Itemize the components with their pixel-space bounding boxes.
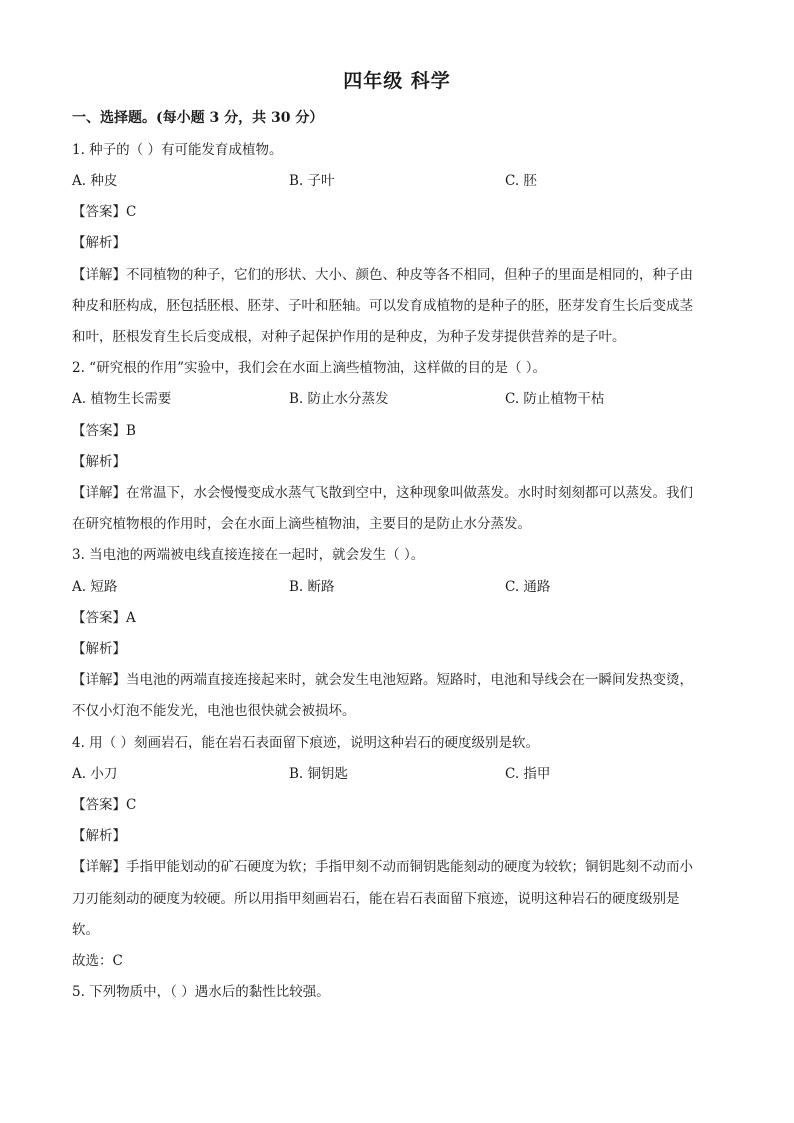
answer-value: C <box>126 204 137 220</box>
question-5-stem: 5. 下列物质中，（ ）遇水后的黏性比较强。 <box>72 984 330 1000</box>
detail-text: 不同植物的种子，它们的形状、大小、颜色、种皮等各不相同，但种子的里面是相同的，种子由 <box>126 267 693 283</box>
question-4-stem: 4. 用（ ）刻画岩石，能在岩石表面留下痕迹，说明这种岩石的硬度级别是软。 <box>72 735 539 751</box>
question-3-detail-line-2: 不仅小灯泡不能发光，电池也很快就会被损坏。 <box>72 703 356 719</box>
question-3-analysis-tag: 【解析】 <box>72 641 126 657</box>
question-1-analysis-tag: 【解析】 <box>72 235 126 251</box>
section-heading: 一、选择题。(每小题 3 分，共 30 分） <box>72 110 324 126</box>
answer-tag: 【答案】 <box>72 423 126 439</box>
answer-value: C <box>126 797 137 813</box>
page-title: 四年级 科学 <box>343 70 451 92</box>
question-1-answer <box>72 202 136 222</box>
answer-value: A <box>126 610 136 626</box>
question-2-stem: 2. “研究根的作用”实验中，我们会在水面上滴些植物油，这样做的目的是（ ）。 <box>72 360 547 376</box>
question-1-option-b: B. 子叶 <box>289 173 335 189</box>
question-2-analysis-tag: 【解析】 <box>72 454 126 470</box>
question-4-detail-line-3: 软。 <box>72 922 99 938</box>
question-2-option-b: B. 防止水分蒸发 <box>289 391 389 407</box>
detail-tag: 【详解】 <box>72 672 126 688</box>
question-4-option-b: B. 铜钥匙 <box>289 766 349 782</box>
question-1-detail-line-1 <box>72 265 693 285</box>
detail-text: 手指甲能划动的矿石硬度为软；手指甲刻不动而铜钥匙能刻动的硬度为较软；铜钥匙刻不动而小 <box>126 859 693 875</box>
answer-tag: 【答案】 <box>72 204 126 220</box>
answer-tag: 【答案】 <box>72 797 126 813</box>
question-2-detail-line-1 <box>72 483 693 503</box>
question-3-stem: 3. 当电池的两端被电线直接连接在一起时，就会发生（ ）。 <box>72 547 425 563</box>
question-3-answer <box>72 608 136 628</box>
question-2-option-c: C. 防止植物干枯 <box>505 391 605 407</box>
question-4-detail-line-1 <box>72 857 693 877</box>
question-3-option-b: B. 断路 <box>289 579 335 595</box>
question-4-detail-line-2: 刀刃能刻动的硬度为较硬。所以用指甲刻画岩石，能在岩石表面留下痕迹，说明这种岩石的硬度级别是 <box>72 891 680 907</box>
detail-tag: 【详解】 <box>72 267 126 283</box>
question-1-detail-line-3: 和叶，胚根发育生长后变成根，对种子起保护作用的是种皮，为种子发芽提供营养的是子叶。 <box>72 329 626 345</box>
question-4-answer <box>72 795 136 815</box>
detail-text: 在常温下，水会慢慢变成水蒸气飞散到空中，这种现象叫做蒸发。水时时刻刻都可以蒸发。我们 <box>126 485 693 501</box>
question-1-stem: 1. 种子的（ ）有可能发育成植物。 <box>72 142 283 158</box>
question-2-detail-line-2: 在研究植物根的作用时，会在水面上滴些植物油，主要目的是防止水分蒸发。 <box>72 516 531 532</box>
question-1-option-a: A. 种皮 <box>72 173 118 189</box>
question-2-option-a: A. 植物生长需要 <box>72 391 172 407</box>
question-2-answer <box>72 421 136 441</box>
question-4-option-c: C. 指甲 <box>505 766 551 782</box>
question-4-option-a: A. 小刀 <box>72 766 118 782</box>
answer-value: B <box>126 423 136 439</box>
question-1-option-c: C. 胚 <box>505 173 537 189</box>
question-1-detail-line-2: 种皮和胚构成，胚包括胚根、胚芽、子叶和胚轴。可以发育成植物的是种子的胚，胚芽发育生长后变成茎 <box>72 298 693 314</box>
question-3-option-a: A. 短路 <box>72 579 118 595</box>
answer-tag: 【答案】 <box>72 610 126 626</box>
detail-tag: 【详解】 <box>72 485 126 501</box>
question-4-conclusion: 故选：C <box>72 953 123 969</box>
question-4-analysis-tag: 【解析】 <box>72 828 126 844</box>
question-3-detail-line-1 <box>72 670 693 690</box>
question-3-option-c: C. 通路 <box>505 579 551 595</box>
detail-tag: 【详解】 <box>72 859 126 875</box>
detail-text: 当电池的两端直接连接起来时，就会发生电池短路。短路时，电池和导线会在一瞬间发热变烫， <box>126 672 693 688</box>
